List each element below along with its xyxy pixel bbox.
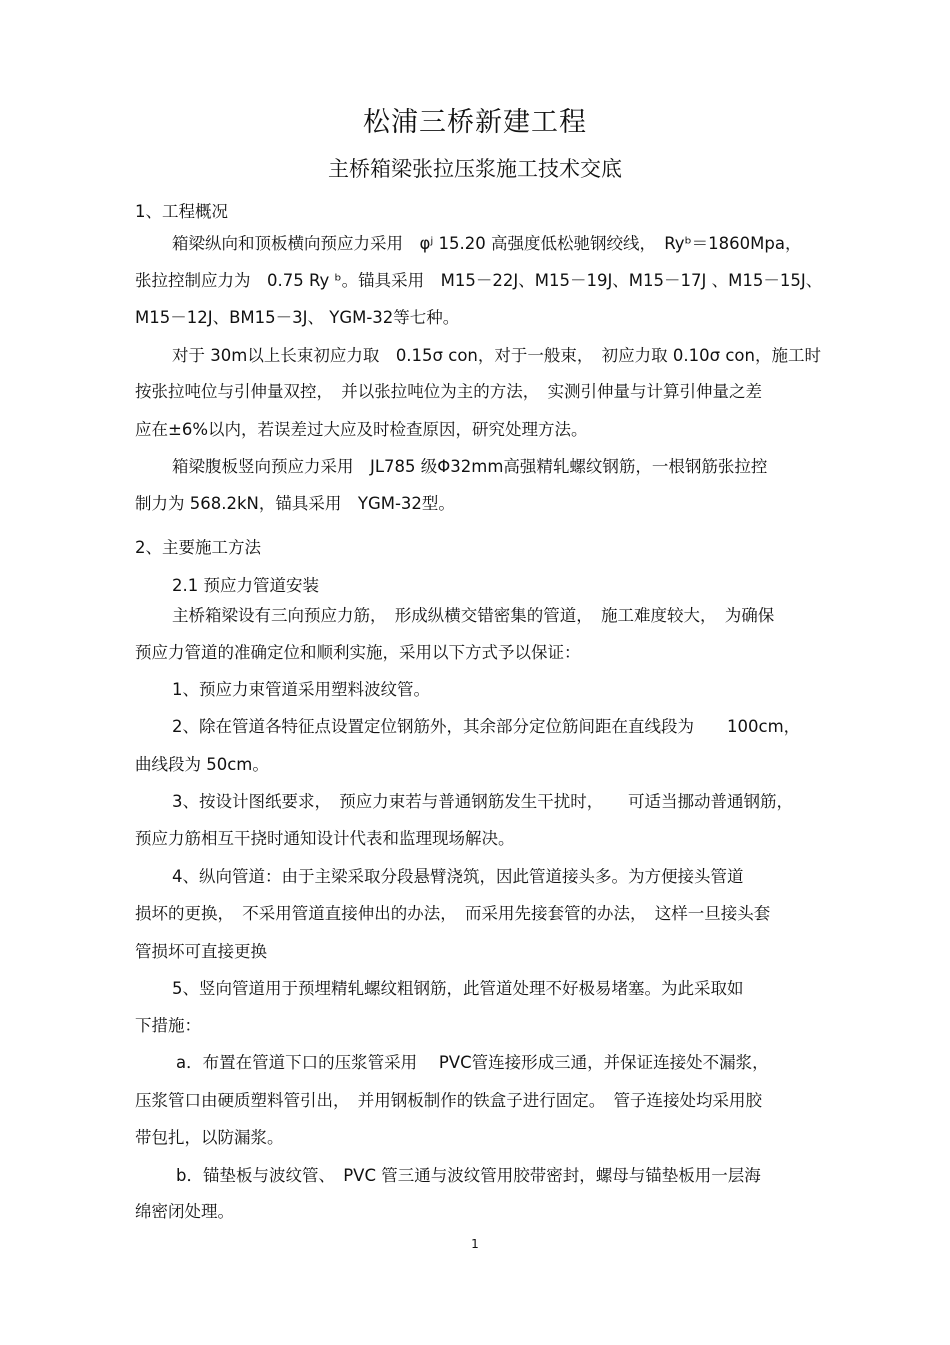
- paragraph-line: 损坏的更换， 不采用管道直接伸出的办法， 而采用先接套管的办法， 这样一旦接头套: [135, 904, 771, 923]
- subsection-heading: 2.1 预应力管道安装: [172, 576, 319, 595]
- paragraph-line: 对于 30m以上长束初应力取 0.15σ con，对于一般束， 初应力取 0.10σ con，施工时: [172, 346, 821, 365]
- paragraph-line: 下措施：: [135, 1016, 201, 1035]
- paragraph-line: 应在±6%以内，若误差过大应及时检查原因，研究处理方法。: [135, 420, 588, 439]
- paragraph-line: 制力为 568.2kN，锚具采用 YGM-32型。: [135, 494, 455, 513]
- sub-list-item: b．锚垫板与波纹管、 PVC 管三通与波纹管用胶带密封，螺母与锚垫板用一层海: [176, 1166, 761, 1185]
- list-item: 5、竖向管道用于预埋精轧螺纹粗钢筋，此管道处理不好极易堵塞。为此采取如: [172, 979, 744, 998]
- paragraph-line: 张拉控制应力为 0.75 Ry ᵇ。锚具采用 M15－22J、M15－19J、M15－17J 、M15－15J、: [135, 271, 823, 290]
- document-subtitle: 主桥箱梁张拉压浆施工技术交底: [328, 157, 622, 181]
- paragraph-line: 箱梁腹板竖向预应力采用 JL785 级Φ32mm高强精轧螺纹钢筋，一根钢筋张拉控: [172, 457, 768, 476]
- paragraph-line: M15－12J、BM15－3J、 YGM-32等七种。: [135, 308, 460, 327]
- list-item: 4、纵向管道：由于主梁采取分段悬臂浇筑，因此管道接头多。为方便接头管道: [172, 867, 744, 886]
- list-item: 2、除在管道各特征点设置定位钢筋外，其余部分定位筋间距在直线段为 100cm，: [172, 717, 801, 736]
- page-number: 1: [471, 1237, 479, 1251]
- paragraph-line: 曲线段为 50cm。: [135, 755, 269, 774]
- section-heading-1: 1、工程概况: [135, 202, 228, 221]
- section-heading-2: 2、主要施工方法: [135, 538, 261, 557]
- sub-list-item: a．布置在管道下口的压浆管采用 PVC管连接形成三通，并保证连接处不漏浆，: [176, 1053, 769, 1072]
- paragraph-line: 预应力筋相互干挠时通知设计代表和监理现场解决。: [135, 829, 515, 848]
- document-title: 松浦三桥新建工程: [363, 107, 587, 138]
- paragraph-line: 带包扎，以防漏浆。: [135, 1128, 284, 1147]
- list-item: 3、按设计图纸要求， 预应力束若与普通钢筋发生干扰时， 可适当挪动普通钢筋，: [172, 792, 793, 811]
- paragraph-line: 按张拉吨位与引伸量双控， 并以张拉吨位为主的方法， 实测引伸量与计算引伸量之差: [135, 382, 762, 401]
- paragraph-line: 管损坏可直接更换: [135, 942, 267, 961]
- paragraph-line: 预应力管道的准确定位和顺利实施，采用以下方式予以保证：: [135, 643, 581, 662]
- list-item: 1、预应力束管道采用塑料波纹管。: [172, 680, 430, 699]
- paragraph-line: 压浆管口由硬质塑料管引出， 并用钢板制作的铁盒子进行固定。 管子连接处均采用胶: [135, 1091, 762, 1110]
- paragraph-line: 主桥箱梁设有三向预应力筋， 形成纵横交错密集的管道， 施工难度较大， 为确保: [172, 606, 775, 625]
- paragraph-line: 绵密闭处理。: [135, 1202, 234, 1221]
- paragraph-line: 箱梁纵向和顶板横向预应力采用 φʲ 15.20 高强度低松驰钢绞线， Ryᵇ＝1860Mpa，: [172, 234, 802, 253]
